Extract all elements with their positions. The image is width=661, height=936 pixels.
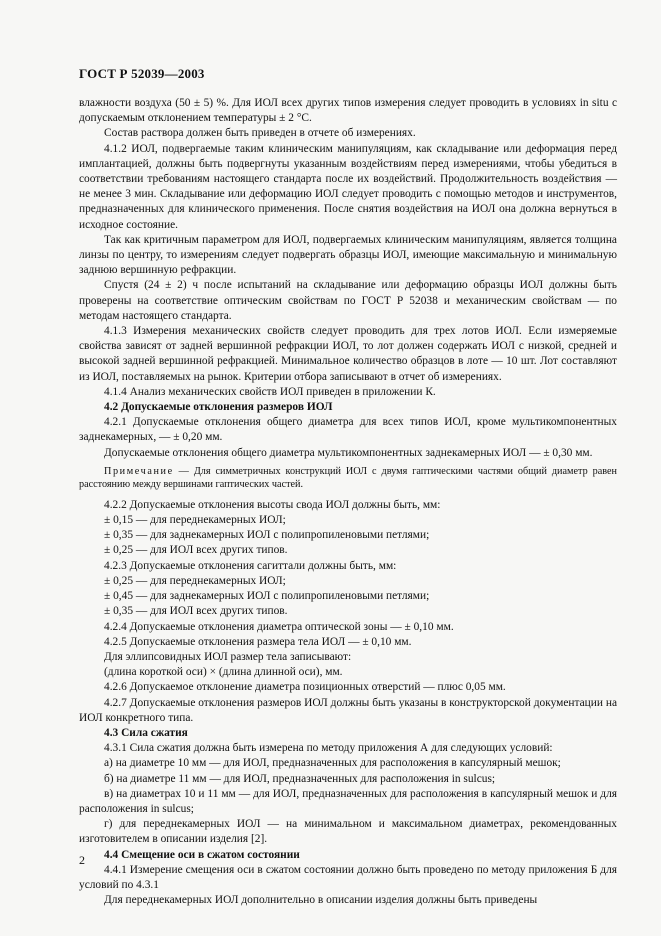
body-paragraph: Так как критичным параметром для ИОЛ, подвергаемых клиническим манипуляциям, является толщина линзы по центру, то измерениям следует подвергать образцы ИОЛ, имеющие максимальную и минимальную заднюю вершинную рефракции.: [79, 233, 617, 277]
body-paragraph: ± 0,25 — для ИОЛ всех других типов.: [104, 544, 288, 557]
section-heading: 4.2 Допускаемые отклонения размеров ИОЛ: [104, 401, 333, 414]
body-paragraph: Спустя (24 ± 2) ч после испытаний на складывание или деформацию образцы ИОЛ должны быть проверены на соответствие оптическим свойствам по ГОСТ Р 52038 и механическим свойствам — по методам настоящего стандарта.: [79, 279, 617, 322]
body-paragraph: 4.1.4 Анализ механических свойств ИОЛ приведен в приложении К.: [104, 385, 436, 398]
document-body: [79, 96, 617, 908]
body-paragraph: г) для переднекамерных ИОЛ — на минимальном и максимальном диаметрах, рекомендованных изготовителем в описании изделия [2].: [79, 818, 617, 846]
body-paragraph: 4.2.4 Допускаемые отклонения диаметра оптической зоны — ± 0,10 мм.: [104, 620, 454, 633]
body-paragraph: 4.2.7 Допускаемые отклонения размеров ИОЛ должны быть указаны в конструкторской документации на ИОЛ конкретного типа.: [79, 696, 617, 724]
body-paragraph: 4.2.1 Допускаемые отклонения общего диаметра для всех типов ИОЛ, кроме мультикомпонентных заднекамерных, — ± 0,20 мм.: [79, 416, 617, 444]
body-paragraph: Для переднекамерных ИОЛ дополнительно в описании изделия должны быть приведены: [104, 894, 538, 907]
note-text: — Для симметричных конструкций ИОЛ с двумя гаптическими частями общий диаметр равен расстоянию между вершинами гаптических частей.: [79, 465, 617, 491]
body-paragraph: 4.2.6 Допускаемое отклонение диаметра позиционных отверстий — плюс 0,05 мм.: [104, 681, 506, 694]
body-paragraph: 4.2.2 Допускаемые отклонения высоты свода ИОЛ должны быть, мм:: [104, 498, 441, 511]
body-paragraph: 4.2.5 Допускаемые отклонения размера тела ИОЛ — ± 0,10 мм.: [104, 635, 412, 648]
body-paragraph: в) на диаметрах 10 и 11 мм — для ИОЛ, предназначенных для расположения в капсулярный мешок и для расположения in sulcus;: [79, 787, 617, 815]
note-label: Примечание: [104, 465, 174, 477]
body-paragraph: ± 0,45 — для заднекамерных ИОЛ с полипропиленовыми петлями;: [104, 590, 430, 603]
body-paragraph: ± 0,15 — для переднекамерных ИОЛ;: [104, 514, 286, 527]
body-paragraph: Допускаемые отклонения общего диаметра мультикомпонентных заднекамерных ИОЛ — ± 0,30 мм.: [104, 446, 593, 459]
body-paragraph: 4.1.2 ИОЛ, подвергаемые таким клиническим манипуляциям, как складывание или деформация перед имплантацией, должны быть подвергнуты указанным воздействиям перед измерениями, чтобы убедиться в соответствии требованиям настоящего стандарта после их воздействий. Продолжительность воздействия — не менее 3 мин. Складывание или деформацию ИОЛ следует проводить с помощью методов и инструментов, предназначенных для клинического применения. После снятия воздействия на ИОЛ она должна вернуться в исходное состояние.: [79, 142, 617, 231]
section-heading: 4.3 Сила сжатия: [104, 726, 188, 739]
body-paragraph: ± 0,25 — для переднекамерных ИОЛ;: [104, 574, 286, 587]
body-paragraph: 4.3.1 Сила сжатия должна быть измерена по методу приложения А для следующих условий:: [104, 742, 553, 755]
body-paragraph: 4.4.1 Измерение смещения оси в сжатом состоянии должно быть проведено по методу приложения Б для условий по 4.3.1: [79, 863, 617, 891]
body-paragraph: ± 0,35 — для заднекамерных ИОЛ с полипропиленовыми петлями;: [104, 529, 430, 542]
body-paragraph: (длина короткой оси) × (длина длинной оси), мм.: [104, 666, 343, 679]
body-paragraph: влажности воздуха (50 ± 5) %. Для ИОЛ всех других типов измерения следует проводить в условиях in situ с допускаемым отклонением температуры ± 2 °С.: [79, 97, 617, 125]
body-paragraph: а) на диаметре 10 мм — для ИОЛ, предназначенных для расположения в капсулярный мешок;: [104, 757, 561, 770]
body-paragraph: ± 0,35 — для ИОЛ всех других типов.: [104, 605, 288, 618]
note-paragraph: [79, 465, 617, 492]
body-paragraph: 4.2.3 Допускаемые отклонения сагиттали должны быть, мм:: [104, 559, 397, 572]
section-heading: 4.4 Смещение оси в сжатом состоянии: [104, 848, 300, 861]
body-paragraph: 4.1.3 Измерения механических свойств следует проводить для трех лотов ИОЛ. Если измеряемые свойства зависят от задней вершинной рефракции ИОЛ, то лот должен содержать ИОЛ с низкой, средней и высокой задней вершинной рефракцией. Минимальное количество образцов в лоте — 10 шт. Лот составляют из ИОЛ, поставляемых на рынок. Критерии отбора записывают в отчет об измерениях.: [79, 325, 617, 383]
body-paragraph: б) на диаметре 11 мм — для ИОЛ, предназначенных для расположения in sulcus;: [104, 772, 496, 785]
page-number: 2: [79, 853, 85, 867]
page-header: ГОСТ Р 52039—2003: [79, 66, 205, 81]
body-paragraph: Для эллипсовидных ИОЛ размер тела записывают:: [104, 650, 352, 663]
body-paragraph: Состав раствора должен быть приведен в отчете об измерениях.: [104, 127, 416, 140]
